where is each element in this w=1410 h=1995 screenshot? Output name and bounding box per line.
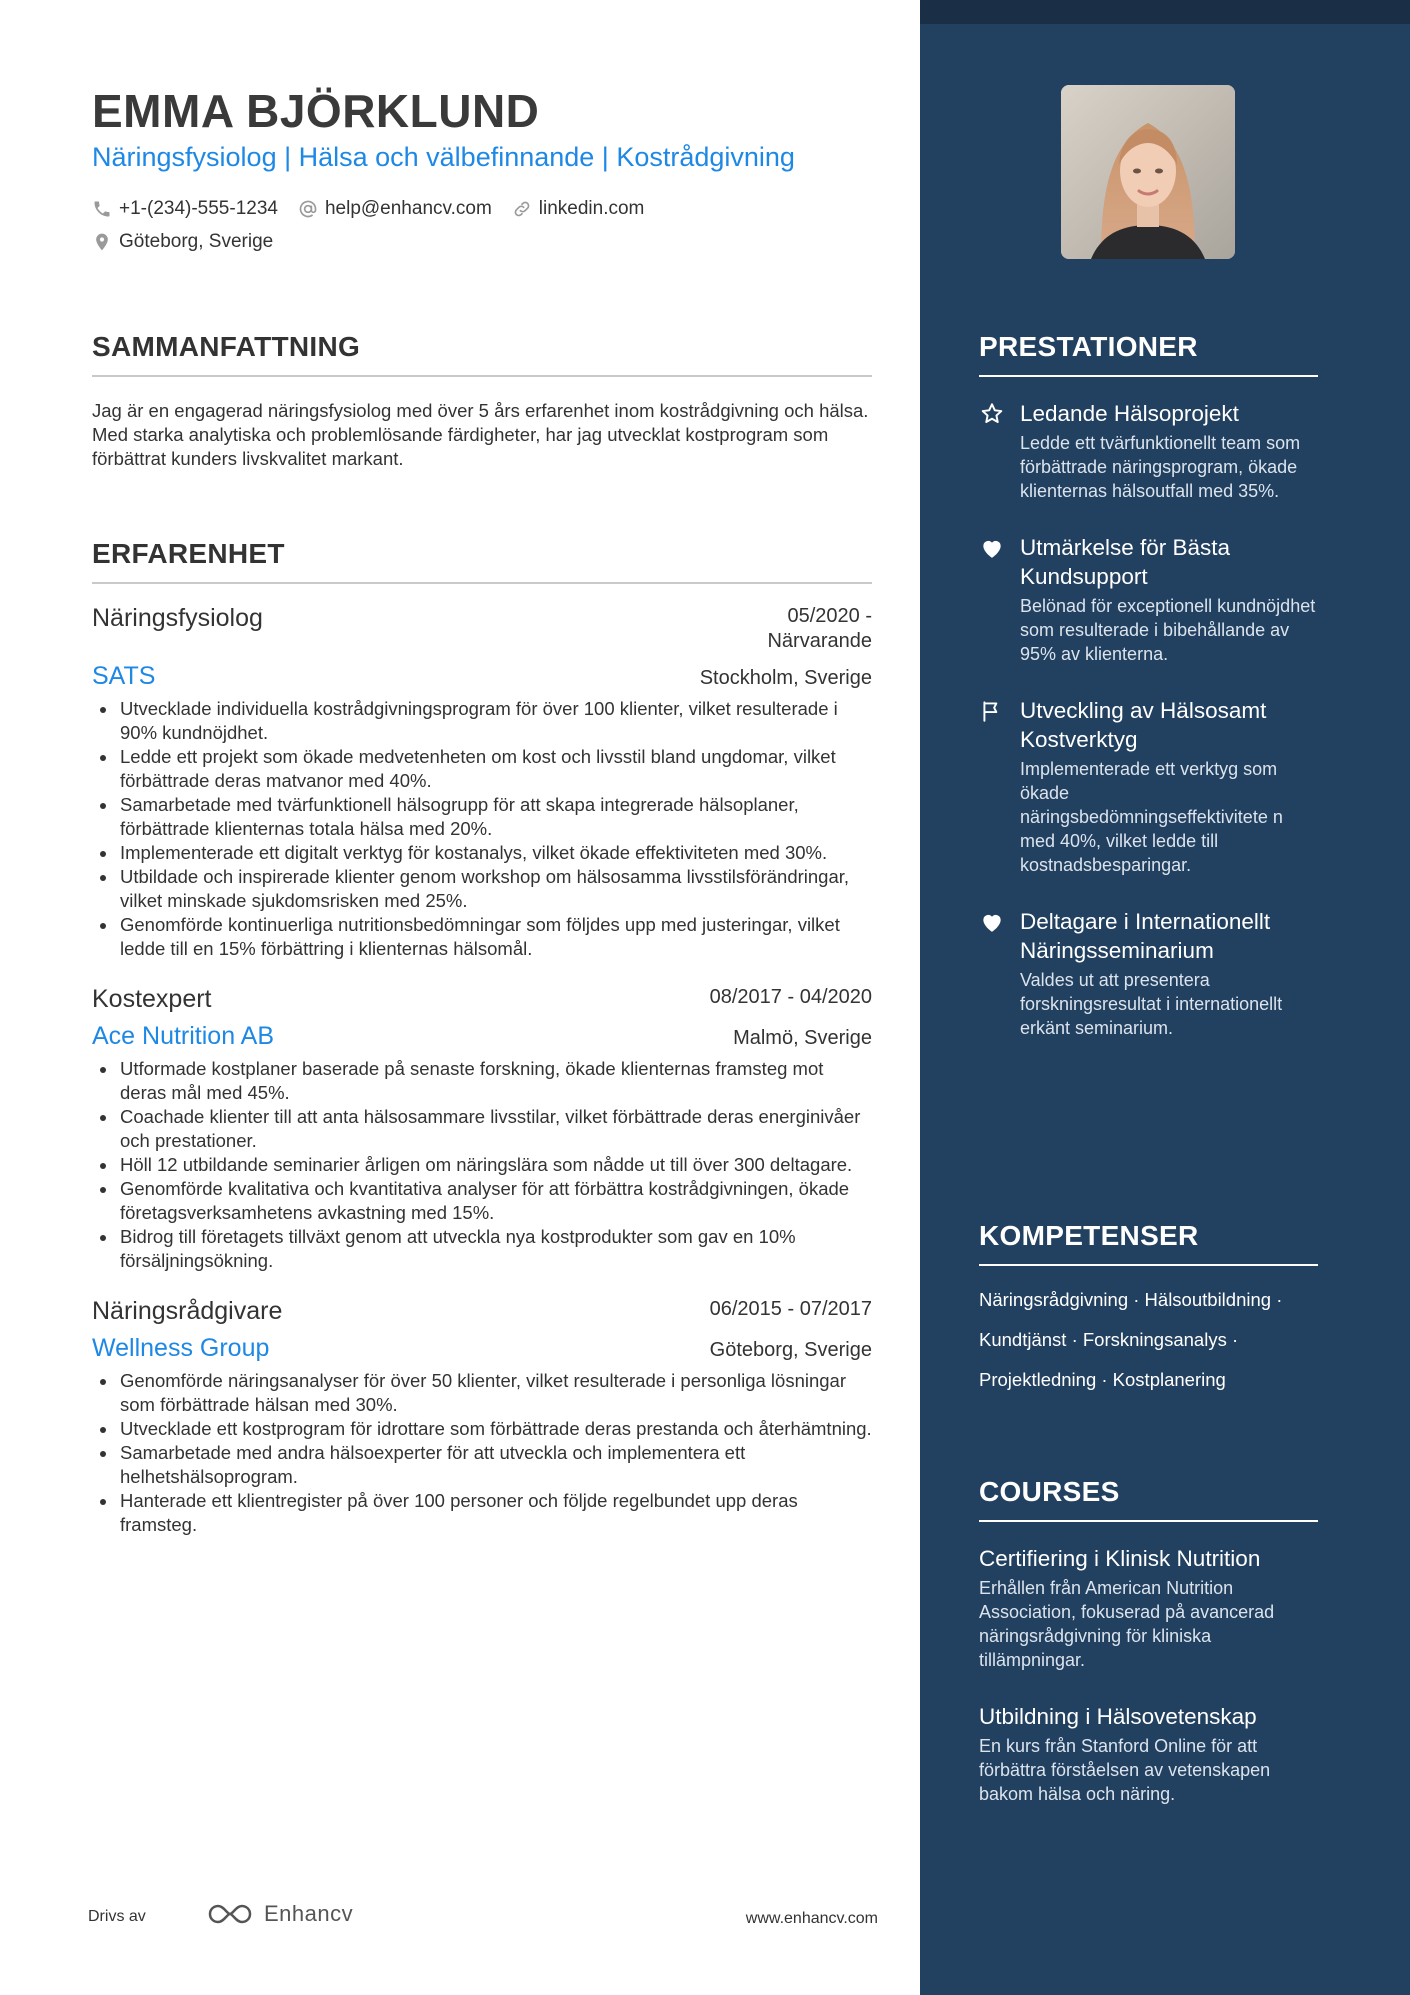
job-date-start: 05/2020 -	[787, 605, 872, 627]
achievement-desc: Valdes ut att presentera forskningsresultat i internationellt erkänt seminarium.	[1020, 970, 1283, 1038]
skills-section	[979, 1220, 1318, 1400]
location-pin-icon	[92, 232, 112, 252]
job-dates: 06/2015 - 07/2017	[709, 1298, 872, 1320]
achievement-title: Ledande Hälsoprojekt	[1020, 401, 1239, 426]
bullet-item: Bidrog till företagets tillväxt genom att utveckla nya kostprodukter som gav en 10% försäljningsökning.	[92, 1225, 872, 1273]
powered-by-text: Drivs av	[88, 1908, 146, 1925]
phone-icon	[92, 199, 112, 219]
job-date-end: Närvarande	[767, 630, 872, 652]
footer	[88, 1900, 878, 1940]
achievement-desc: Ledde ett tvärfunktionellt team som förbättrade näringsprogram, ökade klienternas hälsoutfall med 35%.	[1020, 433, 1301, 501]
job-location: Stockholm, Sverige	[699, 667, 872, 689]
brand-name: Enhancv	[264, 1901, 354, 1926]
achievement-title: Utveckling av Hälsosamt Kostverktyg	[1020, 698, 1267, 752]
job-entry	[92, 604, 872, 961]
course-desc: Erhållen från American Nutrition Association, fokuserad på avancerad näringsrådgivning för kliniska tillämpningar.	[979, 1578, 1275, 1670]
profile-portrait-image	[1061, 85, 1235, 259]
sidebar	[920, 0, 1410, 1995]
achievement-desc: Belönad för exceptionell kundnöjdhet som resulterade i bibehållande av 95% av klienterna.	[1020, 596, 1316, 664]
achievements-section	[979, 331, 1318, 1040]
achievement-title: Utmärkelse för Bästa Kundsupport	[1020, 535, 1231, 589]
achievement-item	[979, 907, 1318, 1040]
job-company: Ace Nutrition AB	[92, 1022, 275, 1050]
job-entry	[92, 1297, 872, 1537]
course-title: Certifiering i Klinisk Nutrition	[979, 1546, 1261, 1571]
achievement-desc: Implementerade ett verktyg som ökade näringsbedömningseffektivitete n med 40%, vilket ledde till kostnadsbesparingar.	[1020, 759, 1283, 875]
bullet-item: Implementerade ett digitalt verktyg för kostanalys, vilket ökade effektiviteten med 30%.	[92, 841, 872, 865]
bullet-item: Höll 12 utbildande seminarier årligen om näringslära som nådde ut till över 300 deltagare.	[92, 1153, 872, 1177]
job-entry	[92, 985, 872, 1273]
skills-list	[979, 1280, 1318, 1400]
achievement-item	[979, 533, 1318, 666]
heart-icon	[979, 909, 1005, 935]
linkedin-link: linkedin.com	[538, 198, 645, 219]
bullet-item: Ledde ett projekt som ökade medvetenheten om kost och livsstil bland ungdomar, vilket förbättrade deras matvanor med 40%.	[92, 745, 872, 793]
profile-photo	[1061, 85, 1235, 259]
skills-line: Näringsrådgivning · Hälsoutbildning ·	[979, 1289, 1283, 1310]
bullet-item: Utvecklade ett kostprogram för idrottare som förbättrade deras prestanda och återhämtning.	[92, 1417, 872, 1441]
course-desc: En kurs från Stanford Online för att förbättra förståelsen av vetenskapen bakom hälsa och näring.	[979, 1736, 1271, 1804]
bullet-item: Genomförde kvalitativa och kvantitativa analyser för att förbättra kostrådgivningen, ökade företagsverksamhetens avkastning med 15%.	[92, 1177, 872, 1225]
achievement-item	[979, 696, 1318, 877]
website-link[interactable]: www.enhancv.com	[745, 1910, 878, 1927]
achievements-heading: PRESTATIONER	[979, 331, 1318, 377]
flag-icon	[979, 698, 1005, 724]
summary-section	[92, 331, 872, 471]
phone-number: +1-(234)-555-1234	[119, 198, 278, 219]
courses-heading: COURSES	[979, 1476, 1318, 1522]
job-dates: 08/2017 - 04/2020	[709, 986, 872, 1008]
bullet-item: Utformade kostplaner baserade på senaste forskning, ökade klienternas framsteg mot deras mål med 45%.	[92, 1057, 872, 1105]
skills-line: Kundtjänst · Forskningsanalys ·	[979, 1329, 1239, 1350]
location-text: Göteborg, Sverige	[119, 231, 274, 252]
heart-icon	[979, 535, 1005, 561]
bullet-item: Coachade klienter till att anta hälsosammare livsstilar, vilket förbättrade deras energinivåer och prestationer.	[92, 1105, 872, 1153]
achievement-title: Deltagare i Internationellt Näringsseminarium	[1020, 909, 1271, 963]
phone-contact[interactable]	[92, 198, 278, 220]
courses-section	[979, 1476, 1318, 1806]
job-bullets	[92, 697, 872, 961]
job-title: Näringsrådgivare	[92, 1297, 283, 1325]
candidate-name: EMMA BJÖRKLUND	[92, 85, 540, 137]
linkedin-contact[interactable]	[512, 198, 645, 220]
bullet-item: Hanterade ett klientregister på över 100 personer och följde regelbundet upp deras framsteg.	[92, 1489, 872, 1537]
job-company: SATS	[92, 662, 156, 690]
job-title: Kostexpert	[92, 985, 212, 1013]
summary-text: Jag är en engagerad näringsfysiolog med över 5 års erfarenhet inom kostrådgivning och hälsa. Med starka analytiska och problemlösande färdigheter, har jag utvecklat kostprogram som förbättrat kunders livskvalitet markant.	[92, 400, 869, 469]
at-icon	[298, 199, 318, 219]
experience-heading: ERFARENHET	[92, 538, 872, 584]
course-item	[979, 1702, 1318, 1806]
experience-section	[92, 538, 872, 1537]
job-bullets	[92, 1369, 872, 1537]
skills-line: Projektledning · Kostplanering	[979, 1369, 1226, 1390]
star-icon	[979, 401, 1005, 427]
bullet-item: Samarbetade med tvärfunktionell hälsogrupp för att skapa integrerade hälsoplaner, förbättrade klienternas totala hälsa med 20%.	[92, 793, 872, 841]
bullet-item: Utbildade och inspirerade klienter genom workshop om hälsosamma livsstilsförändringar, vilket minskade sjukdomsrisken med 25%.	[92, 865, 872, 913]
job-dates	[767, 604, 872, 654]
course-title: Utbildning i Hälsovetenskap	[979, 1704, 1257, 1729]
headline: Näringsfysiolog | Hälsa och välbefinnande | Kostrådgivning	[92, 142, 795, 172]
contact-info	[92, 196, 872, 262]
skills-heading: KOMPETENSER	[979, 1220, 1318, 1266]
job-bullets	[92, 1057, 872, 1273]
brand-logo[interactable]	[206, 1900, 353, 1928]
sidebar-top-band	[920, 0, 1410, 24]
job-location: Malmö, Sverige	[733, 1027, 872, 1049]
enhancv-logo-icon	[206, 1900, 254, 1928]
bullet-item: Genomförde kontinuerliga nutritionsbedömningar som följdes upp med justeringar, vilket ledde till en 15% förbättring i klienternas hälsomål.	[92, 913, 872, 961]
summary-heading: SAMMANFATTNING	[92, 331, 872, 377]
job-title: Näringsfysiolog	[92, 604, 263, 632]
link-icon	[512, 199, 532, 219]
bullet-item: Samarbetade med andra hälsoexperter för att utveckla och implementera ett helhetshälsoprogram.	[92, 1441, 872, 1489]
achievement-item	[979, 399, 1318, 503]
bullet-item: Utvecklade individuella kostrådgivningsprogram för över 100 klienter, vilket resulterade i 90% kundnöjdhet.	[92, 697, 872, 745]
job-location: Göteborg, Sverige	[709, 1339, 872, 1361]
email-address: help@enhancv.com	[324, 198, 492, 219]
email-contact[interactable]	[298, 198, 492, 220]
course-item	[979, 1544, 1318, 1672]
location-contact	[92, 231, 273, 253]
bullet-item: Genomförde näringsanalyser för över 50 klienter, vilket resulterade i personliga lösningar som förbättrade hälsan med 30%.	[92, 1369, 872, 1417]
job-company: Wellness Group	[92, 1334, 270, 1362]
